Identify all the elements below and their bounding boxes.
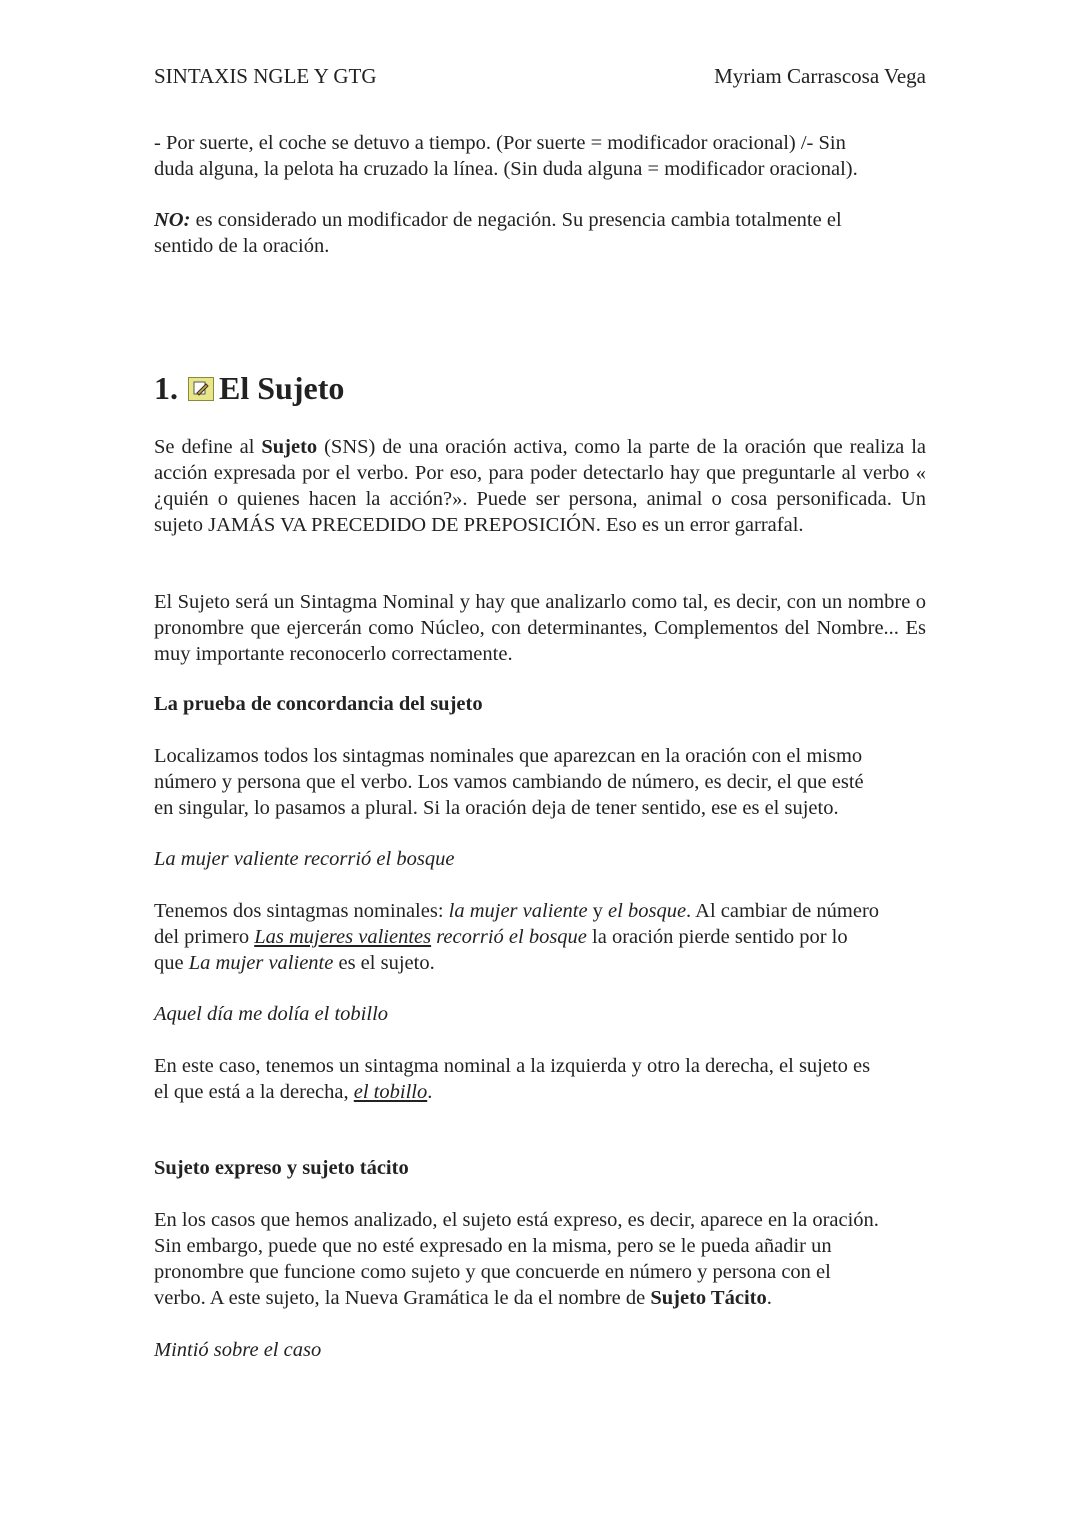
header-right: Myriam Carrascosa Vega	[714, 64, 926, 88]
ex1-l: es el sujeto.	[333, 952, 435, 974]
section-heading	[154, 370, 344, 407]
example-2-explanation	[154, 1053, 926, 1105]
concord-heading: La prueba de concordancia del sujeto	[154, 693, 483, 715]
example-2-sentence: Aquel día me dolía el tobillo	[154, 1003, 389, 1025]
ex1-line-3	[154, 950, 926, 976]
sintagma-text: El Sujeto será un Sintagma Nominal y hay que analizarlo como tal, es decir, con un nombre o pronombre que ejercerán como Núcleo, con determinantes, Complementos del Nombre... Es muy importante reconocerlo correctamente.	[154, 591, 926, 665]
def-text-c: (SNS) de una oración activa, como la parte de la oración que realiza la acción expresada por el verbo. Por eso, para poder detectarlo hay que preguntarle al verbo « ¿quién o quienes hacen la acción?». Puede ser persona, animal o cosa personificada. Un sujeto JAMÁS VA PRECEDIDO DE PREPOSICIÓN. Eso es un error garrafal.	[154, 436, 927, 536]
section-title: El Sujeto	[219, 370, 345, 406]
example-1-sentence: La mujer valiente recorrió el bosque	[154, 848, 455, 870]
def-text-a: Se define al	[154, 436, 262, 458]
tacit-heading-block	[154, 1155, 926, 1181]
ex1-line-2	[154, 924, 926, 950]
ex2-l2b: el tobillo	[353, 1081, 428, 1103]
ex1-b: la mujer valiente	[448, 900, 588, 922]
tacit-l4b: Sujeto Tácito	[650, 1287, 767, 1309]
header-left: SINTAXIS NGLE Y GTG	[154, 64, 377, 88]
concord-line-2: número y persona que el verbo. Los vamos cambiando de número, es decir, el que esté	[154, 771, 864, 793]
ex1-i: la oración pierde sentido por lo	[586, 926, 848, 948]
ex2-line-2	[154, 1079, 926, 1105]
tacit-l4c: .	[766, 1287, 772, 1309]
ex1-f: del primero	[154, 926, 255, 948]
tacit-example: Mintió sobre el caso	[154, 1339, 322, 1361]
tacit-heading: Sujeto expreso y sujeto tácito	[154, 1157, 409, 1179]
no-paragraph	[154, 207, 926, 259]
ex2-l2c: .	[427, 1081, 433, 1103]
pencil-note-icon	[188, 377, 214, 401]
intro-examples	[154, 130, 926, 182]
ex1-e: . Al cambiar de número	[686, 900, 880, 922]
example-2-block	[154, 1001, 926, 1027]
tacit-line-1: En los casos que hemos analizado, el sujeto está expreso, es decir, aparece en la oración.	[154, 1209, 879, 1231]
sintagma-paragraph	[154, 589, 926, 667]
no-line-1	[154, 207, 926, 233]
concord-paragraph	[154, 743, 926, 821]
example-1-explanation	[154, 898, 926, 976]
intro-line-2: duda alguna, la pelota ha cruzado la línea. (Sin duda alguna = modificador oracional).	[154, 158, 858, 180]
section-number: 1.	[154, 370, 178, 406]
concord-line-1: Localizamos todos los sintagmas nominales que aparezcan en la oración con el mismo	[154, 745, 863, 767]
intro-line-1: - Por suerte, el coche se detuvo a tiempo. (Por suerte = modificador oracional) /- Sin	[154, 132, 846, 154]
ex1-j: que	[154, 952, 189, 974]
ex1-k: La mujer valiente	[188, 952, 334, 974]
no-label: NO:	[154, 209, 191, 231]
tacit-line-3: pronombre que funcione como sujeto y que concuerde en número y persona con el	[154, 1261, 831, 1283]
page-header	[154, 64, 926, 89]
def-sujeto-bold: Sujeto	[261, 436, 318, 458]
ex1-line-1	[154, 898, 926, 924]
no-text: es considerado un modificador de negación. Su presencia cambia totalmente el	[190, 209, 842, 231]
ex1-g: Las mujeres valientes	[254, 926, 432, 948]
tacit-example-block	[154, 1337, 926, 1363]
ex1-h: recorrió el bosque	[431, 926, 587, 948]
ex1-d: el bosque	[608, 900, 687, 922]
tacit-line-2: Sin embargo, puede que no esté expresado en la misma, pero se le pueda añadir un	[154, 1235, 832, 1257]
concord-line-3: en singular, lo pasamos a plural. Si la oración deja de tener sentido, ese es el sujeto.	[154, 797, 839, 819]
definition-paragraph	[154, 434, 926, 538]
ex2-l2a: el que está a la derecha,	[154, 1081, 354, 1103]
no-line-2: sentido de la oración.	[154, 235, 330, 257]
ex1-a: Tenemos dos sintagmas nominales:	[154, 900, 449, 922]
tacit-line-4	[154, 1285, 926, 1311]
tacit-l4a: verbo. A este sujeto, la Nueva Gramática le da el nombre de	[154, 1287, 651, 1309]
tacit-paragraph	[154, 1207, 926, 1311]
ex1-c: y	[587, 900, 609, 922]
example-1-block	[154, 846, 926, 872]
concord-heading-block	[154, 691, 926, 717]
ex2-line-1: En este caso, tenemos un sintagma nominal a la izquierda y otro la derecha, el sujeto es	[154, 1055, 871, 1077]
